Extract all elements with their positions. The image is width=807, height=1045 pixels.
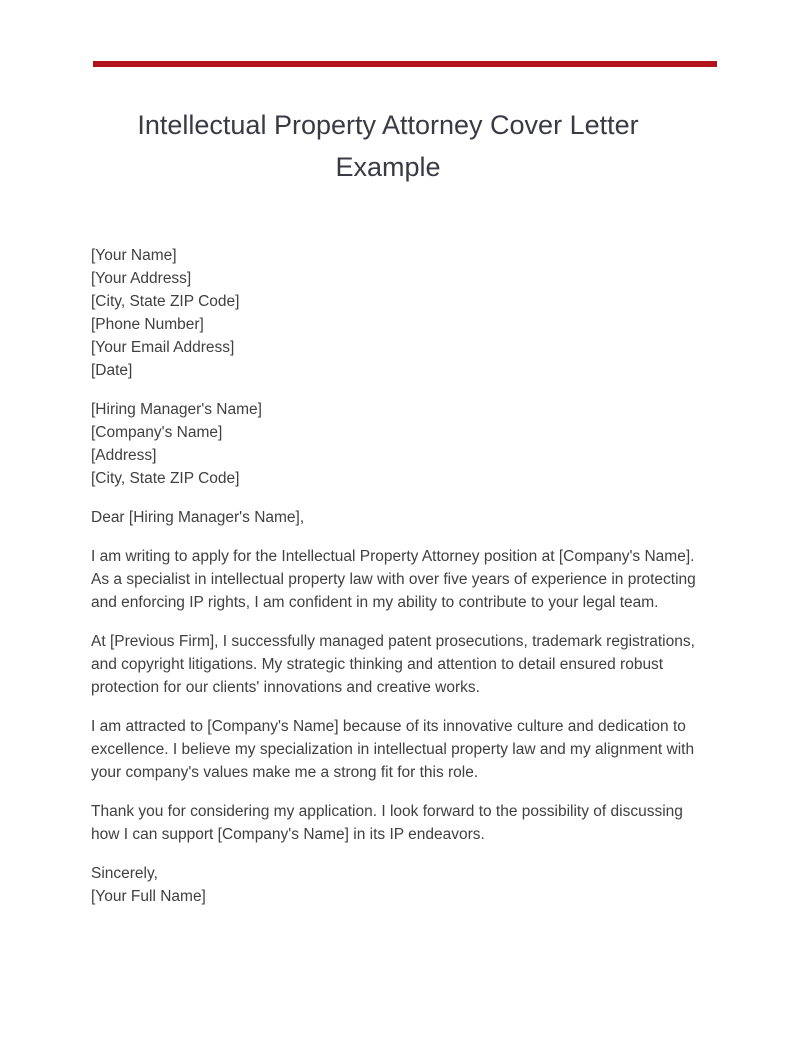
recipient-city-state-zip: [City, State ZIP Code] — [91, 470, 240, 487]
closing: Sincerely, — [91, 865, 158, 882]
recipient-company: [Company's Name] — [91, 424, 223, 441]
letter-body — [91, 244, 701, 924]
sender-phone: [Phone Number] — [91, 316, 204, 333]
body-paragraph-1: I am writing to apply for the Intellectual Property Attorney position at [Company's Name]. As a specialist in intellectual property law with over five years of experience in protecting and enforcing IP rights, I am confident in my ability to contribute to your legal team. — [91, 548, 696, 611]
body-paragraph-3: I am attracted to [Company's Name] because of its innovative culture and dedication to excellence. I believe my specialization in intellectual property law and my alignment with your company's values make me a strong fit for this role. — [91, 718, 695, 781]
recipient-name: [Hiring Manager's Name] — [91, 401, 262, 418]
page-title: Intellectual Property Attorney Cover Letter Example — [137, 110, 639, 182]
letter-date: [Date] — [91, 362, 133, 379]
recipient-block — [91, 398, 701, 490]
sender-name: [Your Name] — [91, 247, 177, 264]
body-paragraph-4: Thank you for considering my application. I look forward to the possibility of discussing how I can support [Company's Name] in its IP endeavors. — [91, 803, 683, 843]
header-accent-rule — [93, 61, 717, 67]
salutation: Dear [Hiring Manager's Name], — [91, 509, 305, 526]
signature: [Your Full Name] — [91, 888, 206, 905]
body-paragraph-2: At [Previous Firm], I successfully managed patent prosecutions, trademark registrations, and copyright litigations. My strategic thinking and attention to detail ensured robust protection for our clients' innovations and creative works. — [91, 633, 695, 696]
recipient-address: [Address] — [91, 447, 157, 464]
sender-city-state-zip: [City, State ZIP Code] — [91, 293, 240, 310]
closing-block — [91, 862, 701, 908]
sender-block — [91, 244, 701, 382]
sender-address: [Your Address] — [91, 270, 192, 287]
sender-email: [Your Email Address] — [91, 339, 235, 356]
